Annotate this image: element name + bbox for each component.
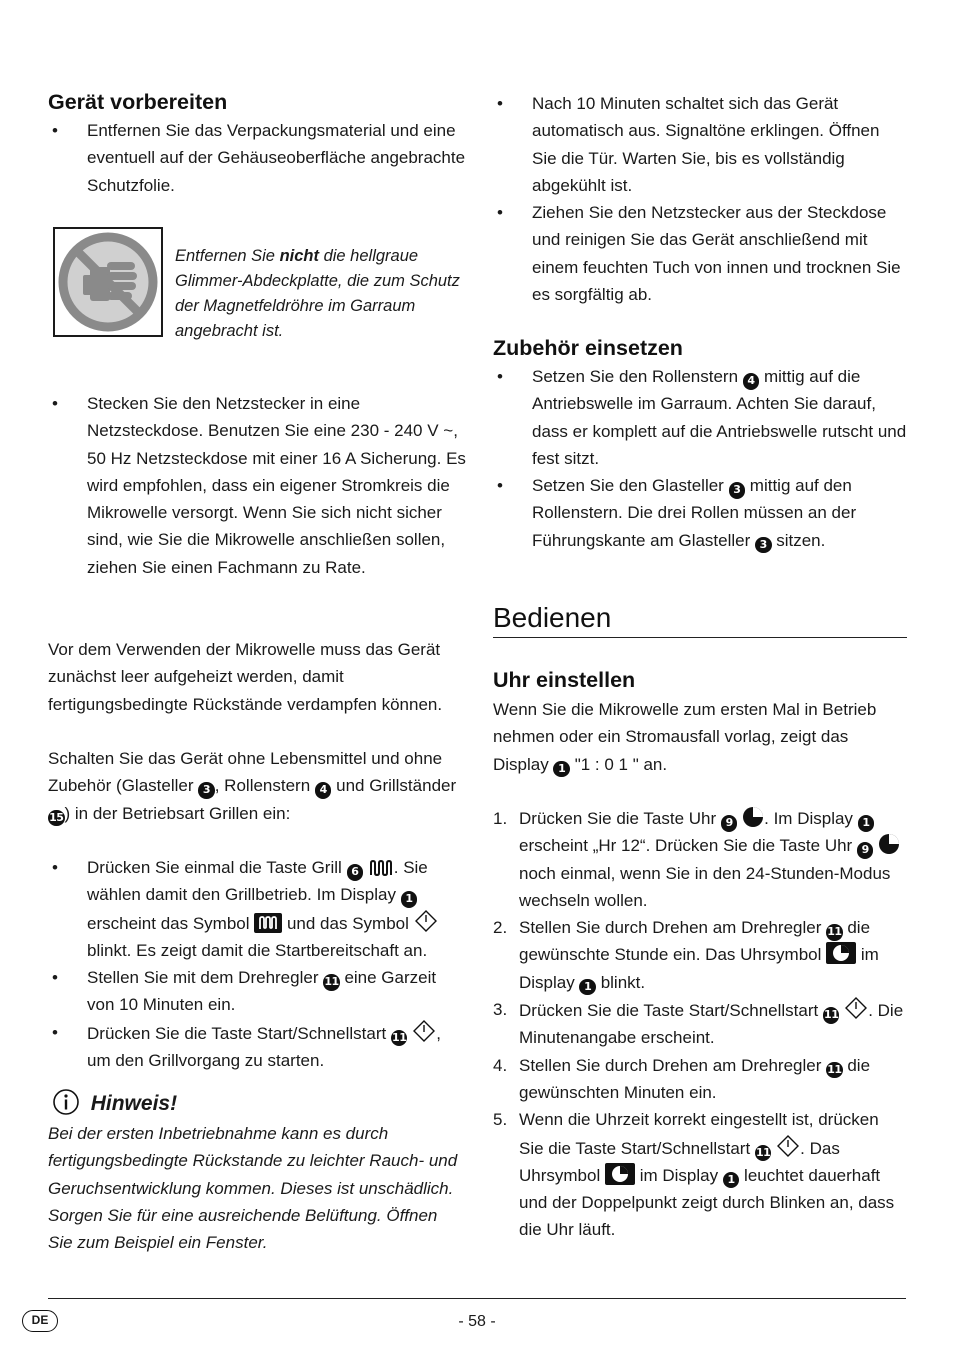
clock-steps <box>493 805 907 1244</box>
page-number: - 58 - <box>458 1313 496 1330</box>
ref-3: 3 <box>198 782 215 799</box>
heading-clock: Uhr einstellen <box>493 668 636 692</box>
list-item: • Nach 10 Minuten schaltet sich das Gerät automatisch aus. Signaltöne erklingen. Öffnen Sie die Tür. Warten Sie, bis es vollständig abgekühlt ist. <box>493 90 907 199</box>
ref-11: 11 <box>823 1007 840 1024</box>
list-item: 1. Drücken Sie die Taste Uhr 9 . Im Display 1 erscheint „Hr 12“. Drücken Sie die Taste Uhr 9 noch einmal, wenn Sie in den 24-Stunden-Modus wechseln wollen. <box>493 805 907 914</box>
grill-icon <box>368 859 394 877</box>
start-diamond-icon <box>844 996 868 1020</box>
hinweis-header <box>48 1088 466 1118</box>
grill-list <box>48 854 466 1074</box>
ref-3: 3 <box>755 537 772 554</box>
list-item: • Stecken Sie den Netzstecker in eine Netzsteckdose. Benutzen Sie eine 230 - 240 V ~, 50 Hz Netzsteckdose mit einer 16 A Sicherung. Es wird empfohlen, dass ein eigener Stromkreis die Mikrowelle versorgt. Wenn Sie sich nicht sicher sind, wie Sie die Mikrowelle anschließen sollen, ziehen Sie einen Fachmann zu Rate. <box>48 390 466 581</box>
clock-icon <box>878 833 900 855</box>
list-item: • Drücken Sie die Taste Start/Schnellstart 11 , um den Grillvorgang zu starten. <box>48 1019 466 1075</box>
warning-text: Entfernen Sie nicht die hellgraue Glimmer-Abdeckplatte, die zum Schutz der Magnetfeldröhre im Garraum angebracht ist. <box>175 247 460 340</box>
heading-operate: Bedienen <box>493 602 612 633</box>
list-item: • Ziehen Sie den Netzstecker aus der Steckdose und reinigen Sie das Gerät anschließend mit einem feuchten Tuch von innen und trocknen Sie es sorgfältig ab. <box>493 199 907 308</box>
ref-15: 15 <box>48 810 65 827</box>
ref-11: 11 <box>755 1145 772 1162</box>
after-grill-list <box>493 90 907 308</box>
ref-1: 1 <box>858 815 875 832</box>
ref-4: 4 <box>743 373 760 390</box>
step-number: 3. <box>493 1000 508 1020</box>
heading-accessory: Zubehör einsetzen <box>493 336 683 360</box>
warning-image <box>53 227 163 337</box>
ref-6: 6 <box>347 864 364 881</box>
ref-11: 11 <box>826 1062 843 1079</box>
hinweis-title: Hinweis! <box>90 1092 178 1115</box>
list-item: • Stellen Sie mit dem Drehregler 11 eine Garzeit von 10 Minuten ein. <box>48 964 466 1019</box>
start-diamond-icon <box>414 909 438 933</box>
clock-icon <box>742 806 764 828</box>
hinweis-text: Bei der ersten Inbetriebnahme kann es durch fertigungsbedingte Rückstande zu leichter Rauch- und Geruchsentwicklung kommen. Dieses ist unschädlich. Sorgen Sie für eine ausreichende Belüftung. Öffnen Sie zum Beispiel ein Fenster. <box>48 1124 458 1253</box>
step-number: 2. <box>493 918 508 938</box>
ref-1: 1 <box>401 891 418 908</box>
ref-1: 1 <box>553 761 570 778</box>
paragraph-grill-mode: Schalten Sie das Gerät ohne Lebensmittel und ohne Zubehör (Glasteller 3 , Rollenstern 4 und Grillständer 15) in der Betriebsart Grillen ein: <box>48 745 466 827</box>
list-item: • Drücken Sie einmal die Taste Grill 6 . Sie wählen damit den Grillbetrieb. Im Display 1 erscheint das Symbol und das Symbol blinkt. Es zeigt damit die Startbereitschaft an. <box>48 854 466 964</box>
plug-list <box>48 390 466 581</box>
list-item: • Entfernen Sie das Verpackungsmaterial und eine eventuell auf der Gehäuseoberfläche angebrachte Schutzfolie. <box>48 117 466 199</box>
step-number: 4. <box>493 1055 508 1075</box>
ref-9: 9 <box>721 815 738 832</box>
ref-3: 3 <box>729 482 746 499</box>
list-item: 2. Stellen Sie durch Drehen am Drehregler 11 die gewünschte Stunde ein. Das Uhrsymbol im Display 1 blinkt. <box>493 914 907 996</box>
ref-1: 1 <box>579 979 596 996</box>
start-diamond-icon <box>412 1019 436 1043</box>
accessory-list <box>493 363 907 554</box>
ref-11: 11 <box>826 924 843 941</box>
step-number: 5. <box>493 1110 508 1130</box>
step-number: 1. <box>493 809 508 828</box>
clock-display-icon <box>605 1163 635 1185</box>
warning-emphasis: nicht <box>279 247 319 265</box>
ref-4: 4 <box>315 782 332 799</box>
start-diamond-icon <box>776 1134 800 1158</box>
list-item: • Setzen Sie den Rollenstern 4 mittig auf die Antriebswelle im Garraum. Achten Sie darauf, dass er komplett auf die Antriebswelle rutscht und fest sitzt. <box>493 363 907 472</box>
no-hand-prohibition-icon <box>55 229 161 335</box>
list-item: 5. Wenn die Uhrzeit korrekt eingestellt ist, drücken Sie die Taste Start/Schnellstart 11 . Das Uhrsymbol im Display 1 leuchtet dauerhaft und der Doppelpunkt zeigt durch Blinken an, dass die Uhr läuft. <box>493 1106 907 1243</box>
list-item: 4. Stellen Sie durch Drehen am Drehregler 11 die gewünschten Minuten ein. <box>493 1052 907 1107</box>
ref-11: 11 <box>391 1030 408 1047</box>
paragraph-preheat: Vor dem Verwenden der Mikrowelle muss das Gerät zunächst leer aufgeheizt werden, damit fertigungsbedingte Rückstände verdampfen können. <box>48 640 443 714</box>
ref-1: 1 <box>723 1172 740 1189</box>
ref-9: 9 <box>857 842 874 859</box>
heading-rule <box>493 637 907 638</box>
language-badge: DE <box>22 1310 58 1332</box>
clock-intro: Wenn Sie die Mikrowelle zum ersten Mal in Betrieb nehmen oder ein Stromausfall vorlag, zeigt das Display 1 "1 : 0 1 " an. <box>493 696 907 778</box>
info-circle-icon <box>52 1088 80 1116</box>
footer-rule <box>48 1298 906 1299</box>
grill-display-icon <box>254 913 282 933</box>
heading-prepare: Gerät vorbereiten <box>48 90 228 114</box>
list-item: • Setzen Sie den Glasteller 3 mittig auf den Rollenstern. Die drei Rollen müssen an der Führungskante am Glasteller 3 sitzen. <box>493 472 907 554</box>
prepare-list <box>48 117 466 199</box>
list-item: 3. Drücken Sie die Taste Start/Schnellstart 11 . Die Minutenangabe erscheint. <box>493 996 907 1052</box>
ref-11: 11 <box>323 974 340 991</box>
clock-display-icon <box>826 942 856 964</box>
